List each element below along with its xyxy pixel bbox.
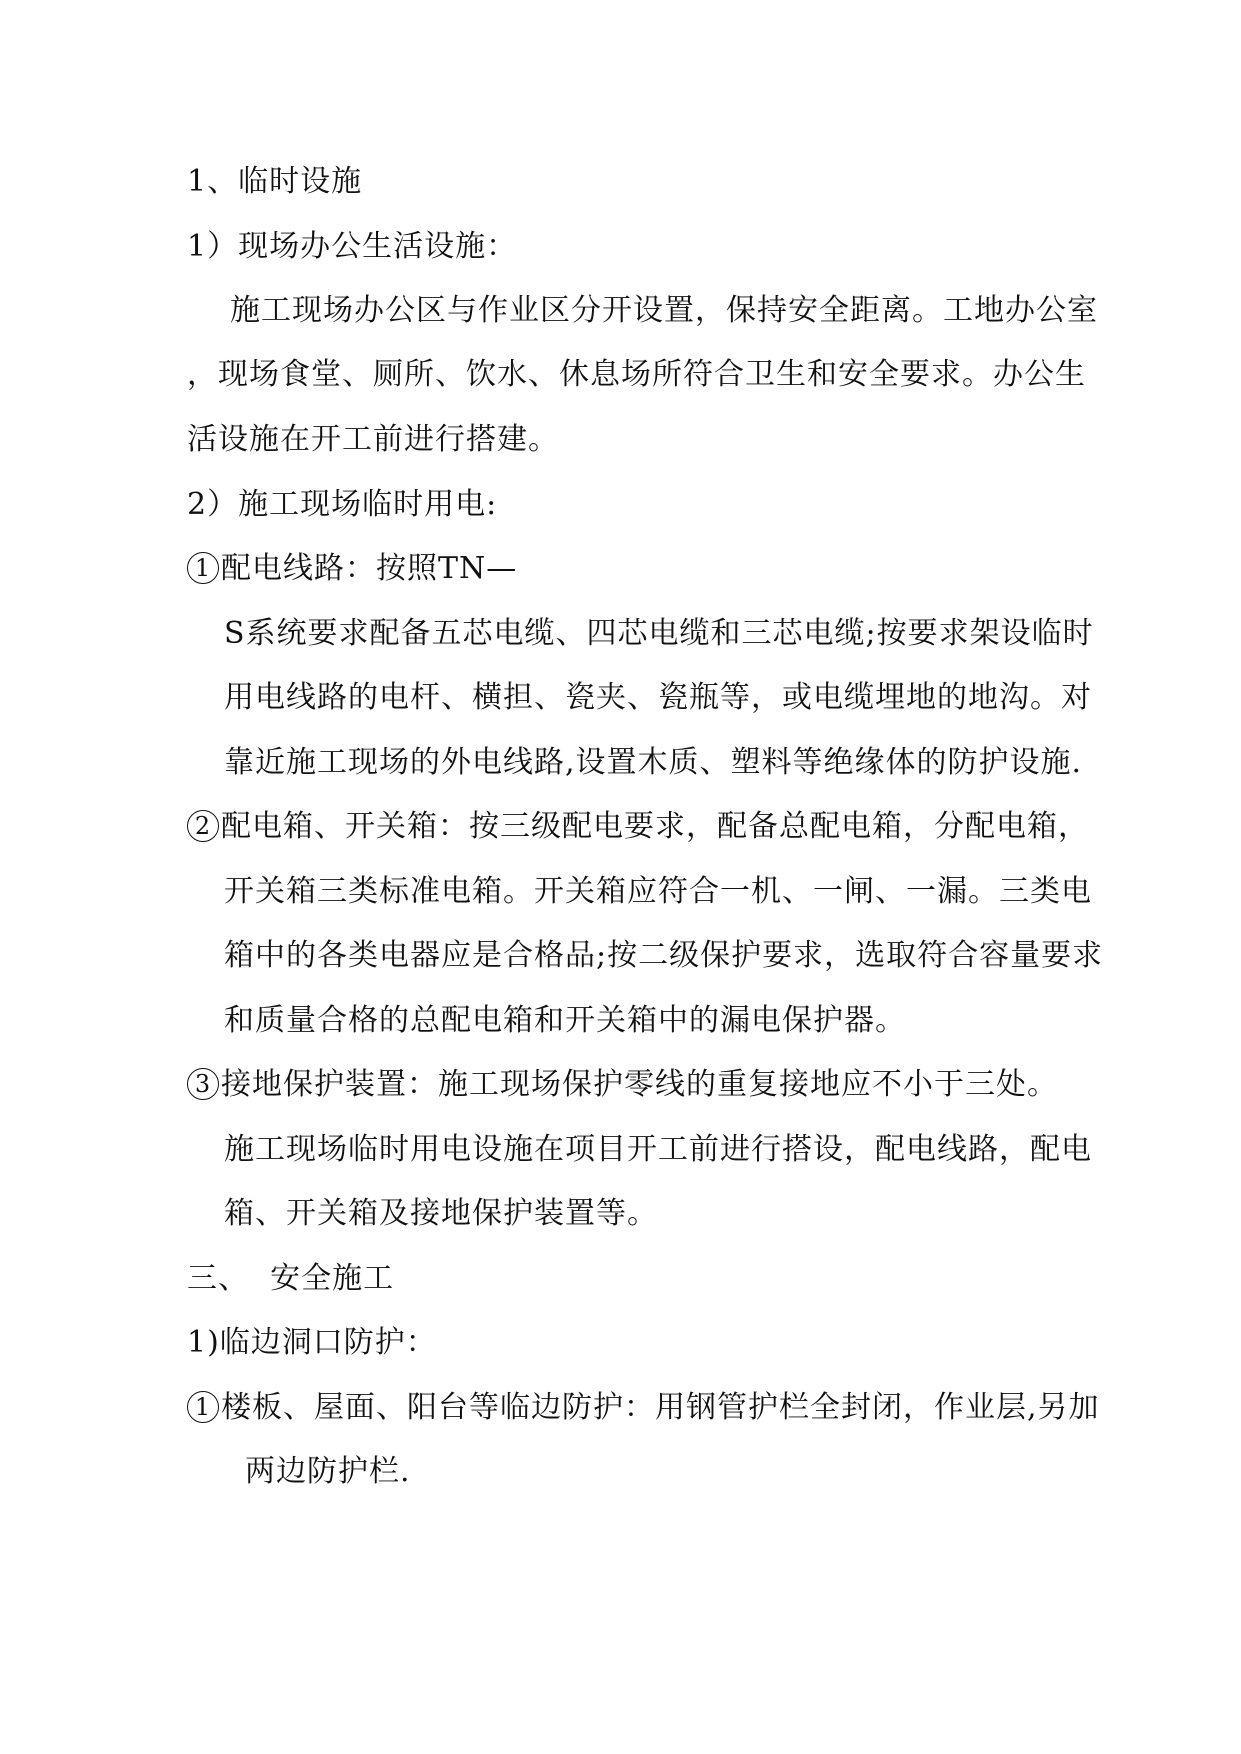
- circled-number-marker: 1: [187, 552, 219, 584]
- paragraph-line: 施工现场办公区与作业区分开设置，保持安全距离。工地办公室: [230, 293, 1098, 328]
- paragraph-line: 靠近施工现场的外电线路,设置木质、塑料等绝缘体的防护设施.: [224, 745, 1083, 780]
- paragraph-line: ，现场食堂、厕所、饮水、休息场所符合卫生和安全要求。办公生: [187, 357, 1086, 392]
- subsection-heading: 1）现场办公生活设施：: [187, 229, 518, 264]
- paragraph-line: 两边防护栏.: [245, 1454, 411, 1489]
- list-item-text: 配电线路：按照TN—: [221, 551, 518, 586]
- circled-number-marker: 1: [187, 1391, 219, 1423]
- paragraph-line: 箱、开关箱及接地保护装置等。: [224, 1196, 658, 1231]
- paragraph-line: 用电线路的电杆、横担、瓷夹、瓷瓶等，或电缆埋地的地沟。对: [224, 680, 1092, 715]
- paragraph-line: 和质量合格的总配电箱和开关箱中的漏电保护器。: [224, 1003, 906, 1038]
- subsection-heading: 2）施工现场临时用电:: [187, 487, 498, 522]
- list-item: [187, 549, 517, 589]
- list-item-text: 接地保护装置：施工现场保护零线的重复接地应不小于三处。: [221, 1067, 1058, 1102]
- list-item: [187, 1388, 1100, 1428]
- list-item: [187, 1065, 1058, 1105]
- list-item: [187, 807, 1089, 847]
- paragraph-line: S系统要求配备五芯电缆、四芯电缆和三芯电缆;按要求架设临时: [224, 616, 1094, 651]
- section-heading: 三、 安全施工: [187, 1261, 395, 1296]
- paragraph-line: 施工现场临时用电设施在项目开工前进行搭设，配电线路，配电: [224, 1132, 1092, 1167]
- subsection-heading: 1)临边洞口防护：: [187, 1325, 437, 1360]
- circled-number-marker: 3: [187, 1068, 219, 1100]
- list-item-text: 楼板、屋面、阳台等临边防护：用钢管护栏全封闭，作业层,另加: [221, 1390, 1100, 1425]
- circled-number-marker: 2: [187, 810, 219, 842]
- section-heading: 1、临时设施: [187, 164, 363, 199]
- paragraph-line: 开关箱三类标准电箱。开关箱应符合一机、一闸、一漏。三类电: [224, 874, 1092, 909]
- paragraph-line: 活设施在开工前进行搭建。: [187, 422, 559, 457]
- paragraph-line: 箱中的各类电器应是合格品;按二级保护要求，选取符合容量要求: [224, 938, 1104, 973]
- list-item-text: 配电箱、开关箱：按三级配电要求，配备总配电箱，分配电箱，: [221, 809, 1089, 844]
